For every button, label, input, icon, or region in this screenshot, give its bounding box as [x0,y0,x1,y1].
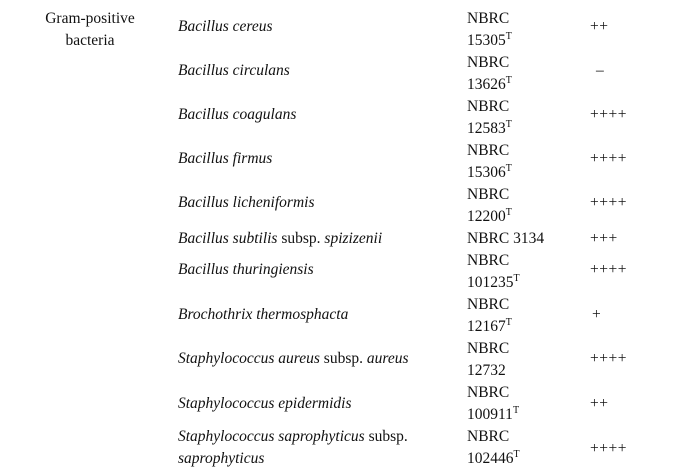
strain-number-line [467,206,577,228]
type-strain-mark: T [505,74,512,86]
strain-number: 15305 [467,32,506,49]
strain-collection: NBRC [467,186,510,203]
type-strain-mark: T [505,162,512,174]
species-binomial: Bacillus subtilis [178,230,278,247]
species-name: Bacillus cereus [178,18,273,35]
type-strain-mark: T [505,30,512,42]
strain-number: 12167 [467,318,506,335]
species-name: Bacillus licheniformis [178,194,315,211]
strain-id [467,52,577,96]
species-name: Staphylococcus epidermidis [178,395,352,412]
strain-collection: NBRC [467,252,510,269]
type-strain-mark: T [513,272,520,284]
strain-number: 13626 [467,76,506,93]
species-name [178,348,463,370]
type-strain-mark: T [505,316,512,328]
activity-score: ++++ [590,350,627,367]
strain-collection: NBRC [467,54,510,71]
group-label [20,8,160,52]
activity-score: ++++ [590,261,627,278]
species-name: Bacillus thuringiensis [178,261,314,278]
subspecies-abbrev: subsp. [319,350,367,367]
species-name [178,228,463,250]
group-label-line-1: Gram-positive [45,10,135,27]
activity-score: ++++ [590,150,627,167]
strain-number: 100911 [467,406,513,423]
activity-score: ++ [590,18,609,35]
type-strain-mark: T [513,448,520,460]
species-binomial: Staphylococcus aureus [178,350,320,367]
strain-number: 15306 [467,164,506,181]
species-name-line-1 [178,426,463,448]
strain-number-line [467,316,577,338]
strain-collection: NBRC [467,384,510,401]
strain-id [467,338,577,382]
strain-id [467,8,577,52]
strain-number: 12200 [467,208,506,225]
strain-number-line [467,74,577,96]
strain-id [467,96,577,140]
activity-score: – [596,62,605,79]
strain-id: NBRC 3134 [467,230,545,247]
species-name: Bacillus firmus [178,150,273,167]
type-strain-mark: T [505,118,512,130]
subspecies-abbrev: subsp. [364,428,408,445]
strain-collection: NBRC [467,340,510,357]
subspecies-abbrev: subsp. [277,230,325,247]
strain-collection: NBRC [467,142,510,159]
strain-number: 102446 [467,450,514,467]
activity-score: ++++ [590,106,627,123]
strain-collection: NBRC [467,296,510,313]
species-name [178,426,463,470]
activity-score: ++ [590,395,609,412]
strain-number-line [467,118,577,140]
strain-number: 101235 [467,274,514,291]
strain-id [467,250,577,294]
strain-number-line [467,162,577,184]
strain-collection: NBRC [467,98,510,115]
species-name: Bacillus circulans [178,62,290,79]
subspecies-epithet: spizizenii [324,230,383,247]
species-binomial: Staphylococcus saprophyticus [178,428,365,445]
strain-number-line [467,30,577,52]
strain-collection: NBRC [467,10,510,27]
subspecies-epithet: saprophyticus [178,450,265,467]
strain-number-line [467,404,577,426]
strain-number: 12732 [467,362,506,379]
subspecies-epithet: aureus [366,350,409,367]
strain-id [467,294,577,338]
strain-id [467,426,577,470]
strain-number-line [467,272,577,294]
strain-id [467,140,577,184]
activity-score: ++++ [590,194,627,211]
strain-id [467,184,577,228]
strain-id [467,382,577,426]
activity-score: ++++ [590,440,627,457]
group-label-line-2: bacteria [65,32,115,49]
type-strain-mark: T [512,404,520,416]
strain-number-line [467,448,577,470]
activity-score: + [592,306,602,323]
strain-collection: NBRC [467,428,510,445]
type-strain-mark: T [505,206,512,218]
species-name: Bacillus coagulans [178,106,297,123]
strain-number: 12583 [467,120,506,137]
species-name: Brochothrix thermosphacta [178,306,349,323]
activity-score: +++ [590,230,618,247]
